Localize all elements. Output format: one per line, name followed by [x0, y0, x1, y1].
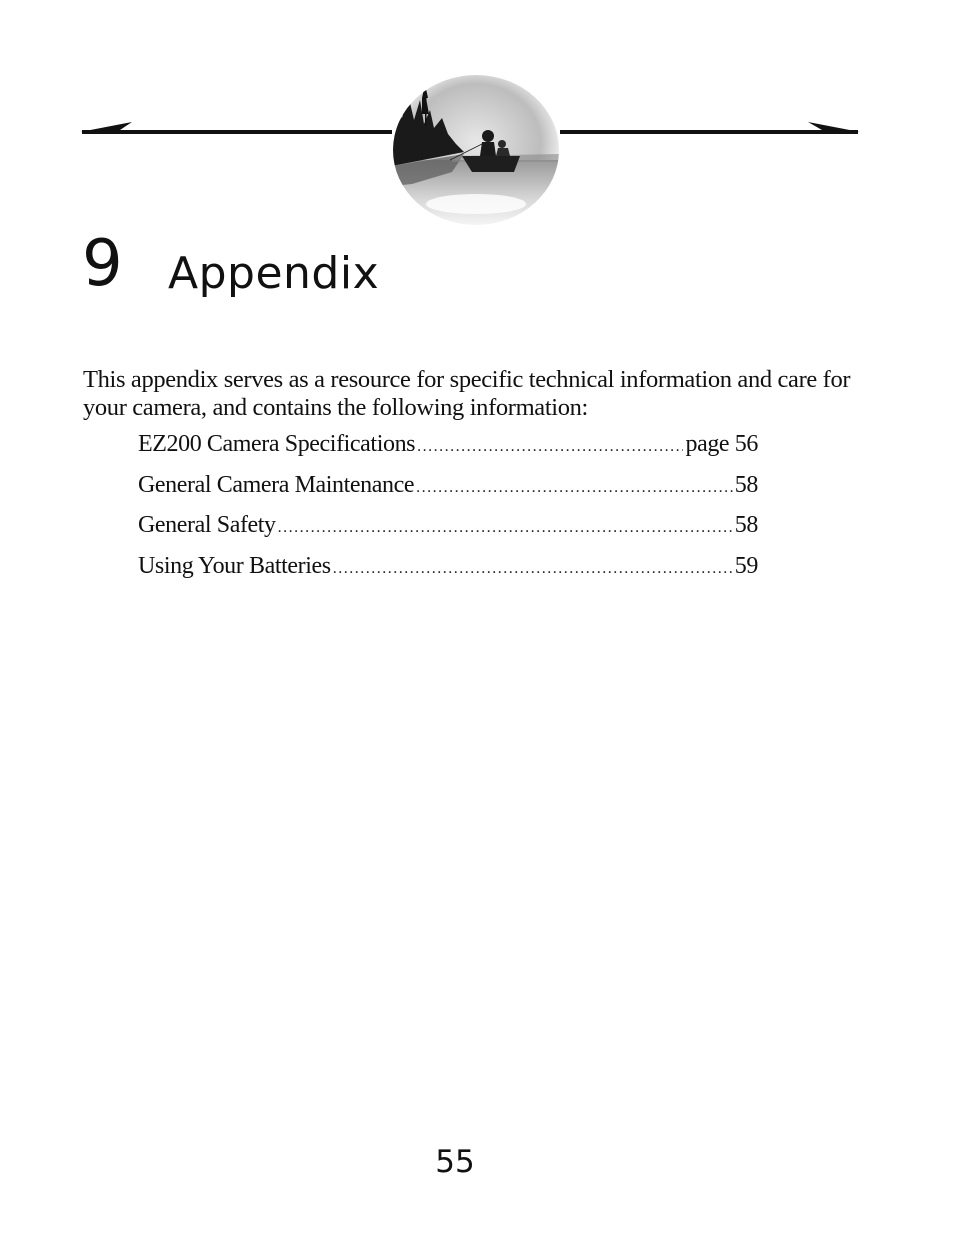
- page-number: 55: [435, 1144, 475, 1180]
- toc-item-label: General Safety: [138, 512, 276, 538]
- toc-list: [138, 431, 758, 593]
- toc-item-label: Using Your Batteries: [138, 552, 331, 579]
- toc-item[interactable]: [138, 512, 758, 553]
- left-rule-line: [82, 130, 392, 134]
- right-rule-line: [560, 130, 858, 134]
- toc-item-page: 58: [734, 471, 758, 498]
- toc-item[interactable]: [138, 431, 758, 472]
- lake-boat-photo: [392, 74, 560, 226]
- toc-item-page: 58: [734, 512, 758, 538]
- toc-item-label: General Camera Maintenance: [138, 471, 415, 498]
- toc-item-label: EZ200 Camera Specifications: [138, 431, 416, 457]
- toc-leader-dots: [417, 438, 683, 456]
- toc-leader-dots: [333, 560, 733, 578]
- toc-item-page: page 56: [685, 431, 758, 457]
- intro-paragraph: This appendix serves as a resource for specific technical information and care for your camera, and contains the following information:: [83, 366, 851, 421]
- toc-item-page: 59: [734, 552, 758, 579]
- chapter-number: 9: [82, 227, 123, 301]
- toc-item[interactable]: [138, 553, 758, 594]
- toc-leader-dots: [416, 479, 733, 497]
- chapter-title: Appendix: [168, 248, 380, 299]
- toc-item[interactable]: [138, 472, 758, 513]
- toc-leader-dots: [278, 519, 733, 537]
